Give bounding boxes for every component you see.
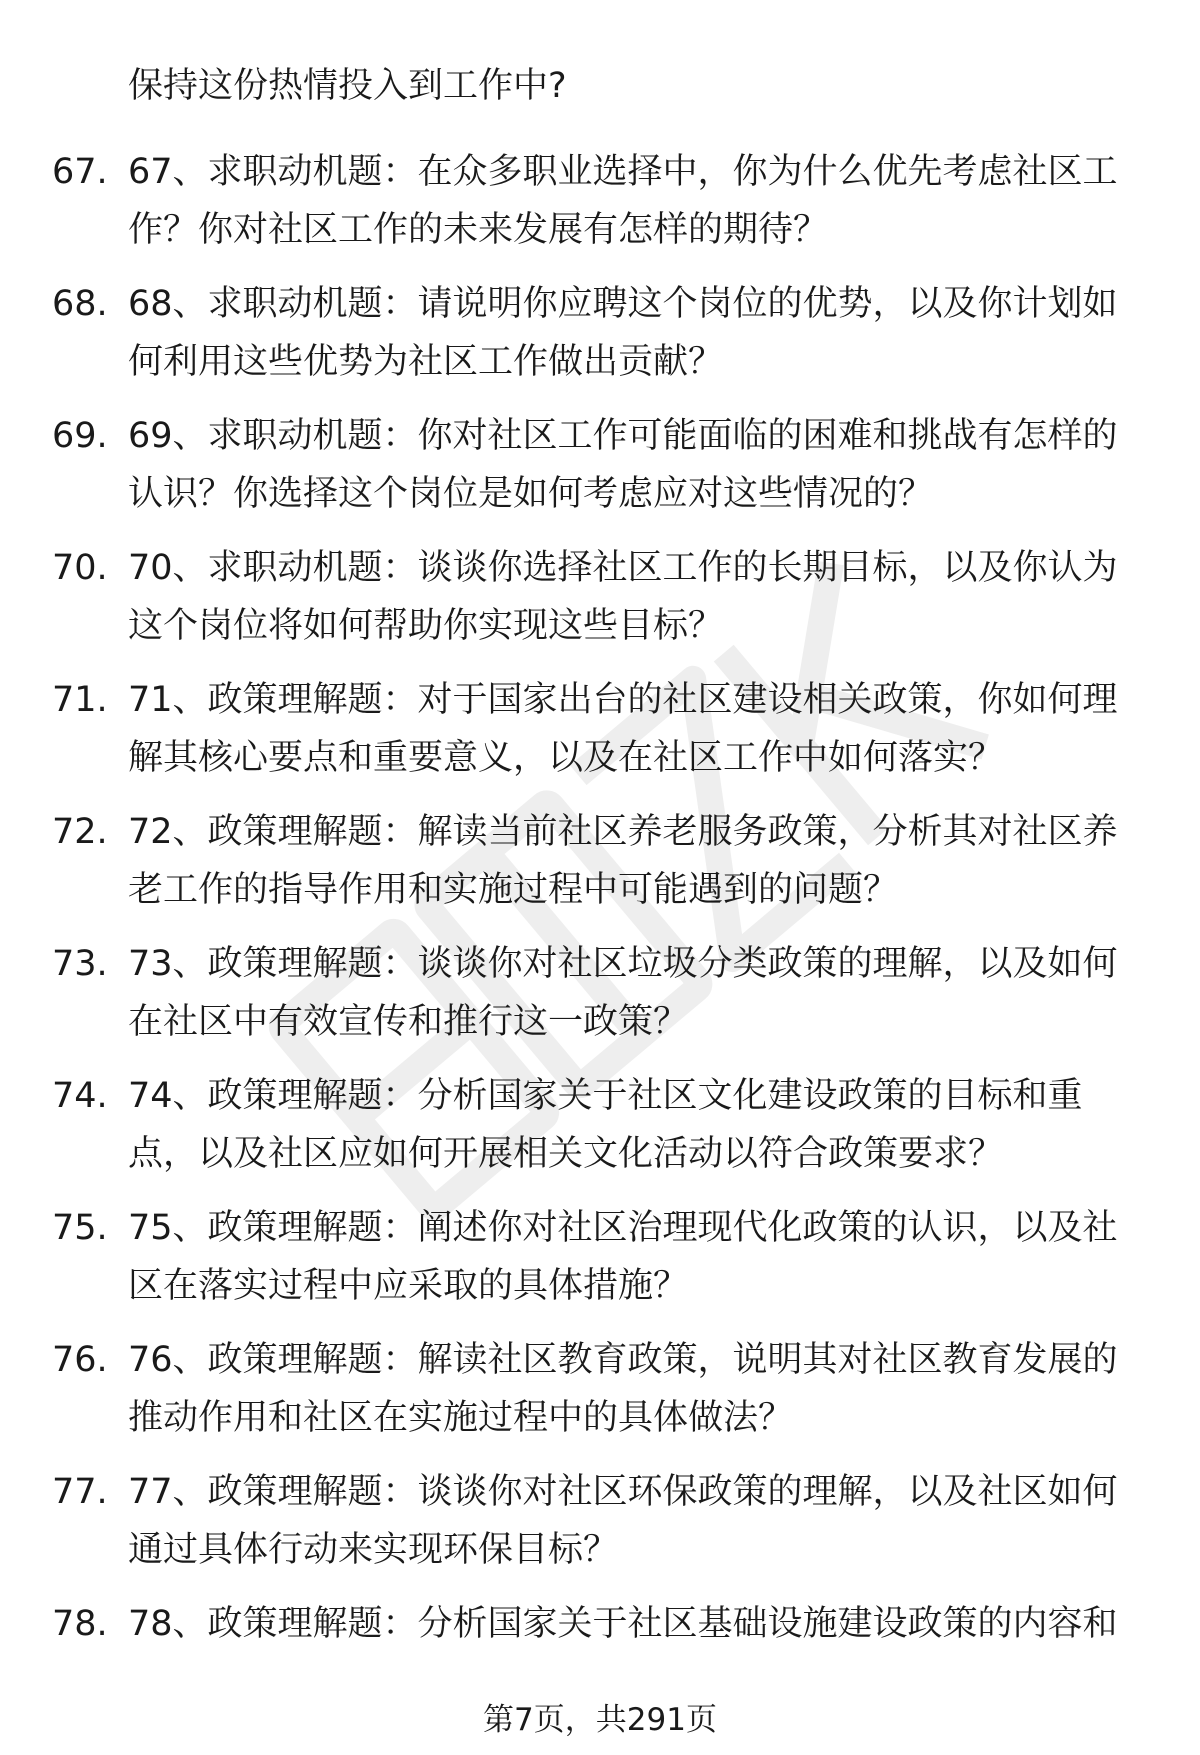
question-text: [128, 539, 1146, 655]
question-text: [128, 143, 1146, 259]
question-line: 76、政策理解题：解读社区教育政策，说明其对社区教育发展的: [128, 1340, 1118, 1380]
question-item: [0, 1463, 1200, 1595]
question-text: [128, 1463, 1146, 1579]
question-number: 70.: [52, 548, 108, 588]
question-number: 75.: [52, 1208, 108, 1248]
question-line: 区在落实过程中应采取的具体措施？: [128, 1266, 689, 1306]
question-text: [128, 1331, 1146, 1447]
question-number: 67.: [52, 152, 108, 192]
question-item: [0, 539, 1200, 671]
question-number: 69.: [52, 416, 108, 456]
question-text: [128, 275, 1146, 391]
question-line: 认识？你选择这个岗位是如何考虑应对这些情况的？: [128, 474, 934, 514]
question-text: [128, 1067, 1146, 1183]
question-line: 69、求职动机题：你对社区工作可能面临的困难和挑战有怎样的: [128, 416, 1118, 456]
question-line: 70、求职动机题：谈谈你选择社区工作的长期目标，以及你认为: [128, 548, 1118, 588]
question-line: 解其核心要点和重要意义，以及在社区工作中如何落实？: [128, 738, 1004, 778]
question-item: [0, 803, 1200, 935]
question-line: 75、政策理解题：阐述你对社区治理现代化政策的认识，以及社: [128, 1208, 1118, 1248]
question-line: 老工作的指导作用和实施过程中可能遇到的问题？: [128, 870, 899, 910]
question-item: [0, 407, 1200, 539]
question-item: [0, 275, 1200, 407]
question-line: 通过具体行动来实现环保目标？: [128, 1530, 619, 1570]
question-item: [0, 935, 1200, 1067]
question-list: [0, 143, 1200, 1727]
question-text: [128, 1199, 1146, 1315]
question-item: [0, 1067, 1200, 1199]
question-item: [0, 1331, 1200, 1463]
question-line: 何利用这些优势为社区工作做出贡献？: [128, 342, 724, 382]
page-footer: 第7页，共291页: [483, 1702, 717, 1738]
question-text: [128, 671, 1146, 787]
question-line: 78、政策理解题：分析国家关于社区基础设施建设政策的内容和: [128, 1604, 1118, 1644]
question-number: 71.: [52, 680, 108, 720]
question-number: 68.: [52, 284, 108, 324]
question-line: 点，以及社区应如何开展相关文化活动以符合政策要求？: [128, 1134, 1004, 1174]
question-text: [128, 407, 1146, 523]
question-number: 73.: [52, 944, 108, 984]
question-line: 这个岗位将如何帮助你实现这些目标？: [128, 606, 724, 646]
question-line: 73、政策理解题：谈谈你对社区垃圾分类政策的理解，以及如何: [128, 944, 1118, 984]
question-number: 76.: [52, 1340, 108, 1380]
question-line: 72、政策理解题：解读当前社区养老服务政策，分析其对社区养: [128, 812, 1118, 852]
question-line: 推动作用和社区在实施过程中的具体做法？: [128, 1398, 794, 1438]
question-line: 71、政策理解题：对于国家出台的社区建设相关政策，你如何理: [128, 680, 1118, 720]
question-text: [128, 935, 1146, 1051]
question-text: [128, 803, 1146, 919]
question-line: 77、政策理解题：谈谈你对社区环保政策的理解，以及社区如何: [128, 1472, 1118, 1512]
question-number: 77.: [52, 1472, 108, 1512]
question-text: [128, 1595, 1146, 1653]
question-line: 作？你对社区工作的未来发展有怎样的期待？: [128, 210, 829, 250]
question-number: 72.: [52, 812, 108, 852]
question-item: [0, 671, 1200, 803]
question-line: 74、政策理解题：分析国家关于社区文化建设政策的目标和重: [128, 1076, 1083, 1116]
question-number: 78.: [52, 1604, 108, 1644]
question-line: 68、求职动机题：请说明你应聘这个岗位的优势，以及你计划如: [128, 284, 1118, 324]
question-line: 67、求职动机题：在众多职业选择中，你为什么优先考虑社区工: [128, 152, 1118, 192]
question-line: 在社区中有效宣传和推行这一政策？: [128, 1002, 689, 1042]
carryover-text: 保持这份热情投入到工作中?: [128, 66, 567, 106]
question-item: [0, 1199, 1200, 1331]
question-number: 74.: [52, 1076, 108, 1116]
question-item: [0, 143, 1200, 275]
